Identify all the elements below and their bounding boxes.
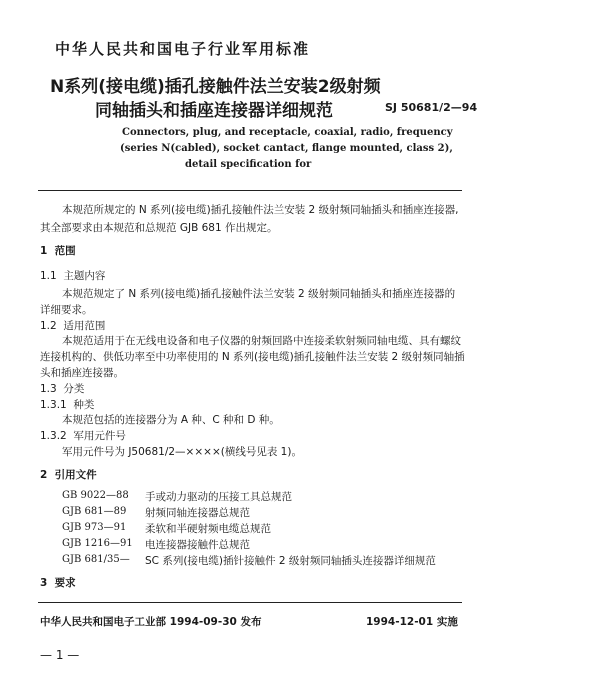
- section-3-heading: [40, 575, 76, 590]
- section-1-3-2-heading: [40, 428, 126, 443]
- title-cn-line-2: 同轴插头和插座连接器详细规范: [95, 101, 333, 121]
- title-cn-line-1: N系列(接电缆)插孔接触件法兰安装2级射频: [50, 77, 381, 97]
- section-1-2-line-2: 连接机构的、供低功率至中功率使用的 N 系列(接电缆)插孔接触件法兰安装 2 级射频同轴插: [40, 351, 465, 363]
- section-number: 1: [40, 245, 48, 257]
- intro-line-2: 其全部要求由本规范和总规范 GJB 681 作出规定。: [40, 222, 278, 234]
- standard-code: SJ 50681/2—94: [385, 101, 478, 114]
- section-title: 范围: [54, 245, 76, 257]
- section-title: 引用文件: [54, 469, 97, 481]
- section-title: 分类: [63, 383, 85, 395]
- section-1-2-heading: [40, 318, 105, 333]
- intro-line-1: 本规范所规定的 N 系列(接电缆)插孔接触件法兰安装 2 级射频同轴插头和插座连接器,: [62, 204, 459, 216]
- reference-code: GB 9022—88: [62, 490, 129, 501]
- reference-code: GJB 681—89: [62, 506, 127, 517]
- section-1-1-line-2: 详细要求。: [40, 304, 93, 316]
- reference-title: 电连接器接触件总规范: [145, 539, 250, 551]
- section-1-2-line-1: 本规范适用于在无线电设备和电子仪器的射频回路中连接柔软射频同轴电缆、具有螺纹: [62, 335, 461, 347]
- section-number: 1.3: [40, 383, 57, 395]
- reference-code: GJB 1216—91: [62, 538, 133, 549]
- section-number: 1.1: [40, 270, 57, 282]
- section-1-3-1-line-1: 本规范包括的连接器分为 A 种、C 种和 D 种。: [62, 414, 280, 426]
- header-divider: [38, 190, 462, 191]
- reference-title: SC 系列(接电缆)插针接触件 2 级射频同轴插头连接器详细规范: [145, 555, 436, 567]
- standard-body-header: 中华人民共和国电子行业军用标准: [55, 40, 311, 58]
- section-1-3-heading: [40, 381, 84, 396]
- reference-title: 手或动力驱动的压接工具总规范: [145, 491, 292, 503]
- section-number: 3: [40, 577, 48, 589]
- footer-divider: [38, 602, 462, 603]
- section-1-1-line-1: 本规范规定了 N 系列(接电缆)插孔接触件法兰安装 2 级射频同轴插头和插座连接器的: [62, 288, 456, 300]
- page-number: — 1 —: [40, 648, 80, 662]
- section-number: 1.3.2: [40, 430, 67, 442]
- section-1-3-2-line-1: 军用元件号为 J50681/2—××××(横线号见表 1)。: [62, 446, 302, 458]
- effective-date: 1994-12-01 实施: [366, 616, 458, 628]
- reference-title: 柔软和半硬射频电缆总规范: [145, 523, 271, 535]
- section-1-1-heading: [40, 268, 105, 283]
- section-title: 适用范围: [63, 320, 106, 332]
- section-number: 1.3.1: [40, 399, 67, 411]
- section-1-2-line-3: 头和插座连接器。: [40, 367, 124, 379]
- section-title: 种类: [73, 399, 95, 411]
- issued-date: 中华人民共和国电子工业部 1994-09-30 发布: [40, 616, 262, 628]
- section-2-heading: [40, 467, 97, 482]
- section-number: 2: [40, 469, 48, 481]
- section-title: 主题内容: [63, 270, 106, 282]
- reference-code: GJB 681/35—: [62, 554, 130, 565]
- title-en-line-3: detail specification for: [185, 159, 312, 170]
- reference-title: 射频同轴连接器总规范: [145, 507, 250, 519]
- section-1-3-1-heading: [40, 397, 94, 412]
- section-number: 1.2: [40, 320, 57, 332]
- title-en-line-2: (series N(cabled), socket cantact, flange mounted, class 2),: [120, 143, 453, 154]
- section-title: 军用元件号: [73, 430, 126, 442]
- title-en-line-1: Connectors, plug, and receptacle, coaxial, radio, frequency: [122, 127, 453, 138]
- reference-code: GJB 973—91: [62, 522, 127, 533]
- section-title: 要求: [54, 577, 76, 589]
- section-1-heading: [40, 243, 76, 258]
